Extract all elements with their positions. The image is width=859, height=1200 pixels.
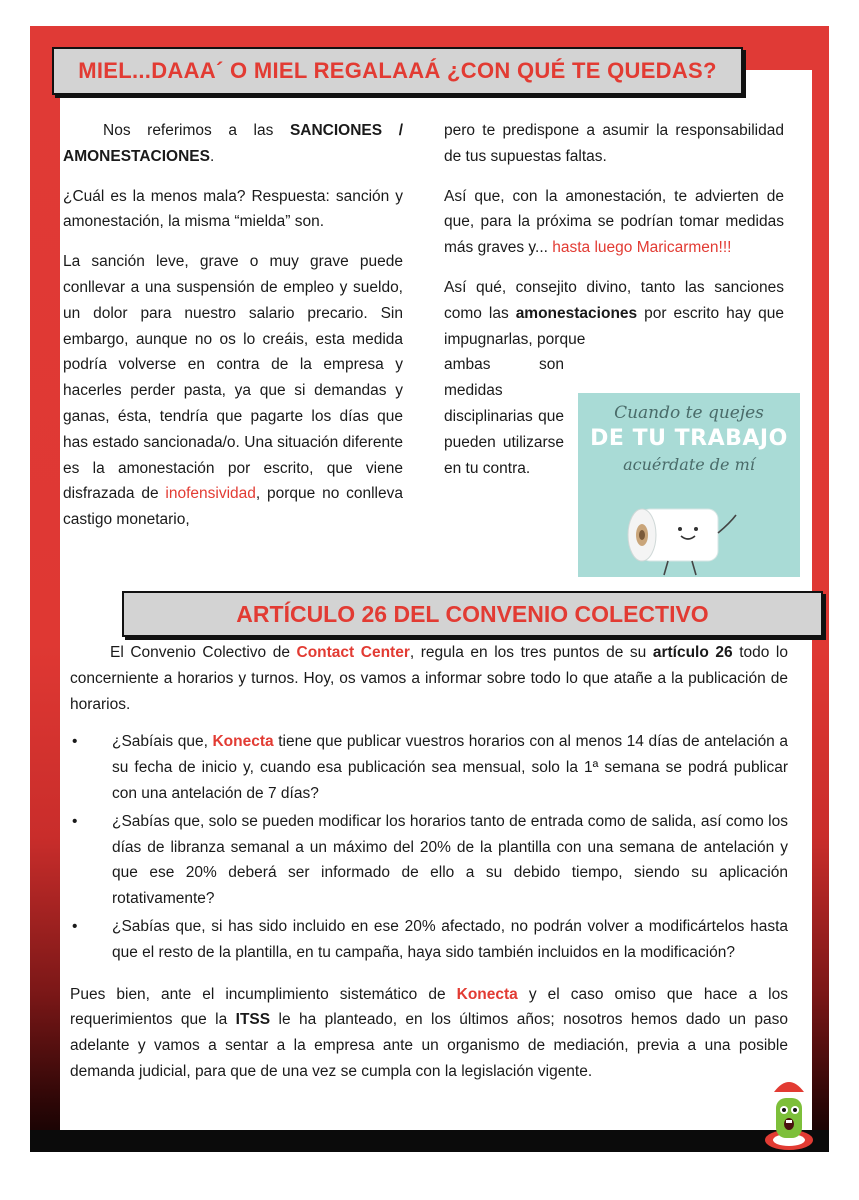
text: , porque no conlleva castigo monetario,: [63, 485, 403, 529]
text: ¿Sabíais que,: [112, 733, 213, 751]
highlight-text: Konecta: [212, 733, 274, 751]
bullet-icon: •: [72, 917, 78, 935]
paragraph: pero te predispone a asumir la responsabilidad de tus supuestas faltas.: [444, 122, 784, 165]
section-title-box: [52, 47, 743, 95]
section-title: MIEL...DAAA´ O MIEL REGALAAÁ ¿CON QUÉ TE QUEDAS?: [78, 58, 717, 83]
text: todo lo concerniente a horarios y turnos. Hoy, os vamos a informar sobre todo lo que atañe a la publicación de horarios.: [70, 644, 788, 713]
highlight-text: inofensividad: [165, 485, 256, 503]
bold-text: amonestaciones: [515, 304, 638, 322]
text: Así que, con la amonestación, te advierten de que, para la próxima se podrían tomar medidas más graves y...: [444, 187, 784, 257]
toilet-roll-icon: [618, 483, 758, 577]
highlight-text: hasta luego Maricarmen!!!: [552, 239, 732, 257]
paragraph: [70, 640, 788, 717]
highlight-text: Konecta: [456, 985, 518, 1003]
paragraph: ¿Cuál es la menos mala? Respuesta: sanción y amonestación, la misma “mielda” son.: [63, 187, 403, 231]
text: La sanción leve, grave o muy grave puede conllevar a una suspensión de empleo y sueldo, un dolor para nuestro salario precario. Sin embargo, aunque no os lo creáis, esta medida podría volverse en contra de la empresa y hacerles perder pasta, ya que si demandas y ganas, ésta, tendría que pagarte los días que has estado sancionada/o. Una situación diferente es la amonestación por escrito, que viene disfrazada de: [63, 253, 403, 503]
text: tiene que publicar vuestros horarios con al menos 14 días de antelación a su fecha de inicio y, cuando esa publicación sea mensual, solo la 1ª semana se podrá publicar con una antelación de 7 días?: [112, 733, 788, 802]
text: ¿Sabías que, solo se pueden modificar los horarios tanto de entrada como de salida, así como los días de libranza semanal a un máximo del 20% de la plantilla con una semana de antelación y que ese 20% deberá ser informado de ello a su debido tiempo, siendo su aplicación rotativamente?: [112, 812, 788, 908]
paragraph: [63, 118, 403, 170]
illustration-text: Cuando te quejes: [614, 403, 764, 423]
illustration-text: DE TU TRABAJO: [590, 426, 788, 451]
bold-text: SANCIONES / AMONESTACIONES: [63, 122, 403, 165]
text: , regula en los tres puntos de su: [409, 644, 653, 661]
bullet-icon: •: [72, 733, 78, 751]
text: Pues bien, ante el incumplimiento sistemático de: [70, 985, 457, 1003]
mascot-icon: [762, 1070, 816, 1154]
toilet-paper-illustration: [578, 393, 800, 577]
text: y el caso omiso que hace a los requerimientos que la: [70, 985, 788, 1029]
paragraph: ambas son medidas disciplinarias que pueden utilizarse en tu contra.: [444, 356, 564, 477]
bottom-bar: [30, 1130, 829, 1152]
paragraph: [444, 184, 784, 261]
bullet-list: [70, 729, 788, 965]
paragraph: [63, 249, 403, 533]
article-body: [70, 640, 788, 1097]
text: Nos referimos a las: [103, 122, 290, 139]
paragraph: [70, 982, 788, 1085]
text: El Convenio Colectivo de: [110, 644, 297, 661]
list-item: [70, 914, 788, 966]
bullet-icon: •: [72, 812, 78, 830]
left-column: [63, 118, 403, 547]
list-item: [70, 729, 788, 806]
bold-text: artículo 26: [652, 644, 733, 661]
section-title-box: [122, 591, 823, 637]
text: .: [209, 147, 215, 165]
list-item: [70, 809, 788, 912]
section-title: ARTÍCULO 26 DEL CONVENIO COLECTIVO: [236, 600, 709, 627]
text: Así qué, consejito divino, tanto las sanciones como las: [444, 278, 784, 322]
bold-text: ITSS: [235, 1011, 271, 1029]
highlight-text: Contact Center: [296, 644, 410, 661]
text: ¿Sabías que, si has sido incluido en ese 20% afectado, no podrán volver a modificártelos hasta que el resto de la plantilla, en tu campaña, haya sido también incluidos en la modificación?: [112, 917, 788, 961]
text: le ha planteado, en los últimos años; nosotros hemos dado un paso adelante y vamos a sentar a la empresa ante un organismo de mediación, previa a una posible demanda judicial, para que de una vez se cumpla con la legislación vigente.: [70, 1011, 788, 1080]
illustration-text: acuérdate de mí: [623, 455, 755, 474]
text: por escrito hay que impugnarlas, porque: [444, 304, 784, 348]
paragraph: [444, 275, 784, 352]
